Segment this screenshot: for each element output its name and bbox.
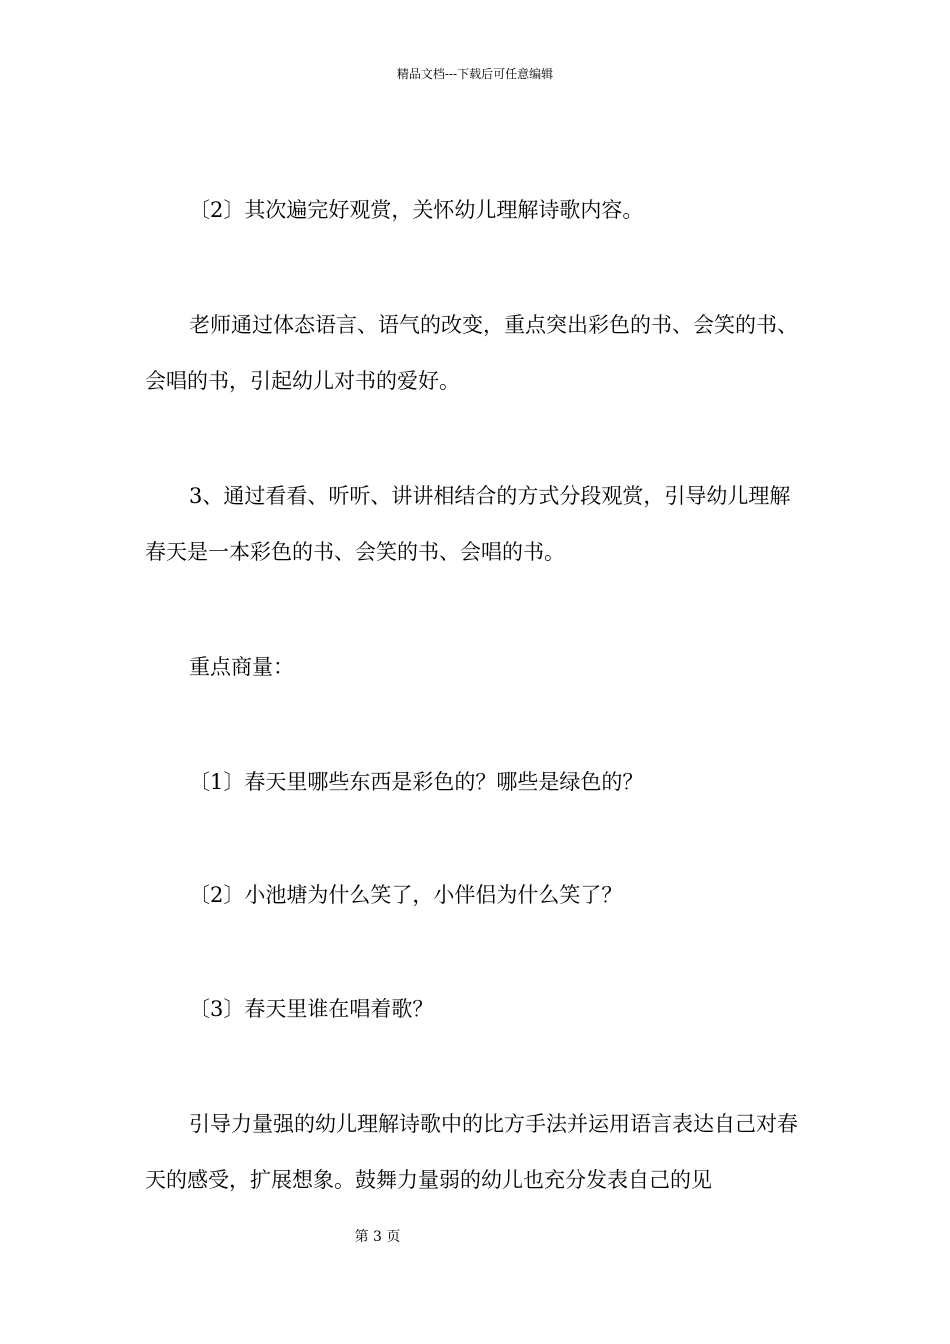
paragraph-discussion-heading: 重点商量： [189, 655, 294, 679]
paragraph-question-3: 〔3〕春天里谁在唱着歌？ [189, 997, 434, 1021]
paragraph-teacher-guidance: 老师通过体态语言、语气的改变，重点突出彩色的书、会笑的书、会唱的书，引起幼儿对书的爱好。 [145, 313, 798, 393]
page-header: 精品文档---下载后可任意编辑 [396, 67, 554, 81]
paragraph-step-3: 3、通过看看、听听、讲讲相结合的方式分段观赏，引导幼儿理解春天是一本彩色的书、会笑的书、会唱的书。 [145, 484, 791, 564]
paragraph-question-1: 〔1〕春天里哪些东西是彩色的？哪些是绿色的？ [189, 770, 644, 794]
paragraph-question-2: 〔2〕小池塘为什么笑了，小伴侣为什么笑了？ [189, 883, 623, 907]
page-number: 第 3 页 [354, 1229, 401, 1245]
paragraph-step-2: 〔2〕其次遍完好观赏，关怀幼儿理解诗歌内容。 [189, 198, 644, 222]
paragraph-guide-ability: 引导力量强的幼儿理解诗歌中的比方手法并运用语言表达自己对春天的感受，扩展想象。鼓舞力量弱的幼儿也充分发表自己的见 [145, 1112, 798, 1192]
